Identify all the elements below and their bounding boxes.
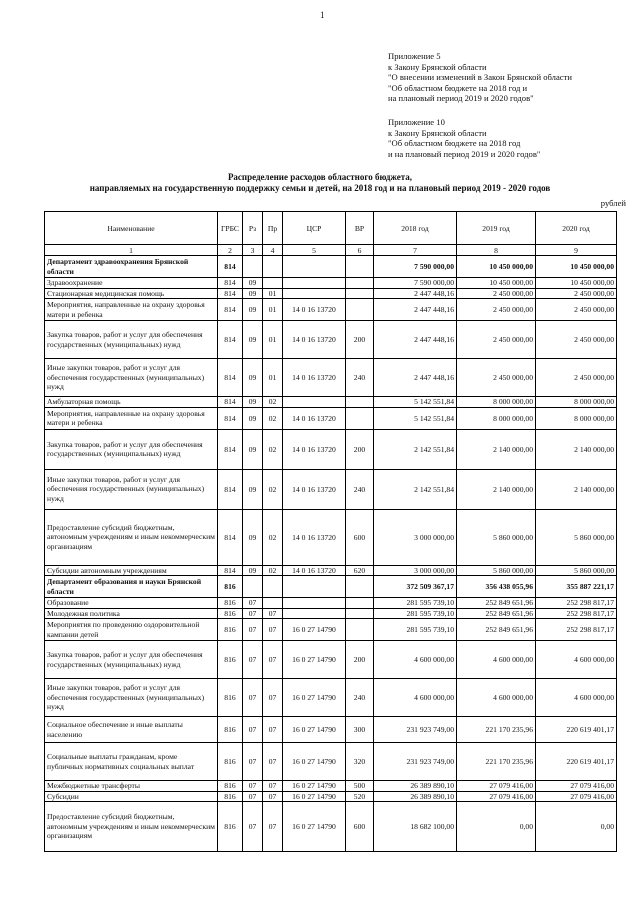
table-cell-2020: 2 450 000,00 [536, 321, 617, 359]
table-cell-pr [263, 278, 283, 289]
table-cell-grbs: 814 [218, 256, 243, 278]
table-cell-pr: 07 [263, 802, 283, 852]
table-cell-pr: 07 [263, 791, 283, 802]
table-cell-rz: 09 [243, 278, 263, 289]
table-cell-name: Здравоохранение [45, 278, 218, 289]
table-cell-pr: 01 [263, 321, 283, 359]
table-cell-name: Иные закупки товаров, работ и услуг для обеспечения государственных (муниципальных) нужд [45, 469, 218, 509]
table-cell-rz: 09 [243, 397, 263, 408]
table-cell-2019: 252 849 651,96 [457, 608, 536, 619]
table-cell-rz: 07 [243, 743, 263, 781]
header-name: Наименование [45, 212, 218, 245]
table-cell-csr: 16 0 27 14790 [283, 619, 346, 641]
table-cell-rz: 09 [243, 321, 263, 359]
table-cell-2020: 2 450 000,00 [536, 359, 617, 397]
table-cell-name: Амбулаторная помощь [45, 397, 218, 408]
table-cell-grbs: 814 [218, 359, 243, 397]
table-cell-2020: 252 298 817,17 [536, 598, 617, 609]
table-cell-name: Межбюджетные трансферты [45, 781, 218, 792]
appendix-10-line: Приложение 10 [388, 117, 445, 127]
table-cell-2018: 2 447 448,16 [374, 359, 457, 397]
table-cell-2019: 2 450 000,00 [457, 288, 536, 299]
table-cell-2019: 27 079 416,00 [457, 781, 536, 792]
table-header-row [45, 212, 617, 245]
appendix-10-block [388, 117, 540, 159]
table-cell-2018: 231 923 749,00 [374, 717, 457, 743]
table-cell-pr: 07 [263, 717, 283, 743]
table-cell-2019: 221 170 235,96 [457, 717, 536, 743]
table-cell-pr: 01 [263, 299, 283, 321]
table-cell-2019: 2 140 000,00 [457, 429, 536, 469]
table-cell-grbs: 814 [218, 429, 243, 469]
table-cell-grbs: 816 [218, 576, 243, 598]
table-cell-rz: 07 [243, 791, 263, 802]
table-cell-grbs: 814 [218, 299, 243, 321]
table-cell-grbs: 814 [218, 469, 243, 509]
column-number: 3 [243, 245, 263, 256]
table-cell-name: Закупка товаров, работ и услуг для обеспечения государственных (муниципальных) нужд [45, 429, 218, 469]
table-cell-2020: 27 079 416,00 [536, 781, 617, 792]
table-row [45, 407, 617, 429]
header-grbs: ГРБС [218, 212, 243, 245]
table-cell-rz: 07 [243, 608, 263, 619]
table-cell-2018: 231 923 749,00 [374, 743, 457, 781]
table-cell-csr: 14 0 16 13720 [283, 299, 346, 321]
table-cell-grbs: 814 [218, 565, 243, 576]
table-cell-2019: 2 450 000,00 [457, 321, 536, 359]
document-title-line-2: направляемых на государственную поддержку семьи и детей, на 2018 год и на плановый период 2019 - 2020 годов [89, 183, 551, 193]
table-cell-csr: 16 0 27 14790 [283, 679, 346, 717]
table-cell-vr: 200 [346, 321, 374, 359]
table-cell-csr [283, 598, 346, 609]
table-cell-pr: 02 [263, 429, 283, 469]
table-row [45, 576, 617, 598]
table-cell-name: Субсидии автономным учреждениям [45, 565, 218, 576]
table-cell-grbs: 816 [218, 619, 243, 641]
table-cell-vr [346, 608, 374, 619]
table-cell-grbs: 816 [218, 641, 243, 679]
table-cell-pr: 02 [263, 565, 283, 576]
page-number: 1 [320, 10, 325, 20]
table-cell-2019: 221 170 235,96 [457, 743, 536, 781]
table-row [45, 288, 617, 299]
table-cell-pr: 07 [263, 619, 283, 641]
table-cell-csr [283, 397, 346, 408]
table-cell-2019: 356 438 055,96 [457, 576, 536, 598]
table-cell-2018: 3 000 000,00 [374, 509, 457, 565]
table-cell-2019: 4 600 000,00 [457, 679, 536, 717]
appendix-5-block [388, 51, 572, 104]
table-cell-2018: 2 447 448,16 [374, 288, 457, 299]
table-cell-csr: 14 0 16 13720 [283, 321, 346, 359]
table-cell-grbs: 814 [218, 321, 243, 359]
table-cell-2020: 4 600 000,00 [536, 679, 617, 717]
table-cell-grbs: 814 [218, 278, 243, 289]
table-cell-grbs: 814 [218, 509, 243, 565]
table-cell-name: Мероприятия, направленные на охрану здоровья матери и ребенка [45, 407, 218, 429]
table-cell-name: Социальное обеспечение и иные выплаты населению [45, 717, 218, 743]
table-cell-vr: 240 [346, 469, 374, 509]
table-cell-rz: 09 [243, 469, 263, 509]
header-2018: 2018 год [374, 212, 457, 245]
table-row [45, 256, 617, 278]
table-row [45, 509, 617, 565]
column-number: 9 [536, 245, 617, 256]
table-cell-grbs: 814 [218, 397, 243, 408]
table-cell-grbs: 816 [218, 608, 243, 619]
table-cell-csr [283, 278, 346, 289]
table-cell-2020: 27 079 416,00 [536, 791, 617, 802]
column-number: 4 [263, 245, 283, 256]
table-cell-rz: 07 [243, 619, 263, 641]
table-cell-csr [283, 576, 346, 598]
table-cell-2019: 8 000 000,00 [457, 407, 536, 429]
table-cell-rz: 07 [243, 781, 263, 792]
table-cell-2018: 18 682 100,00 [374, 802, 457, 852]
table-row [45, 619, 617, 641]
table-cell-csr [283, 256, 346, 278]
column-number: 7 [374, 245, 457, 256]
table-cell-rz: 09 [243, 407, 263, 429]
table-cell-vr: 240 [346, 359, 374, 397]
table-cell-rz: 07 [243, 598, 263, 609]
table-cell-2018: 7 590 000,00 [374, 278, 457, 289]
table-row [45, 359, 617, 397]
table-cell-name: Департамент образования и науки Брянской области [45, 576, 218, 598]
table-cell-vr [346, 288, 374, 299]
table-cell-pr: 02 [263, 397, 283, 408]
table-cell-2018: 281 595 739,10 [374, 619, 457, 641]
appendix-5-line: к Закону Брянской области [388, 61, 487, 72]
table-cell-2020: 2 140 000,00 [536, 429, 617, 469]
table-cell-2018: 5 142 551,84 [374, 407, 457, 429]
table-cell-grbs: 816 [218, 717, 243, 743]
table-cell-vr: 600 [346, 802, 374, 852]
table-row [45, 781, 617, 792]
table-cell-csr: 14 0 16 13720 [283, 359, 346, 397]
table-row [45, 641, 617, 679]
table-cell-2019: 2 450 000,00 [457, 359, 536, 397]
table-cell-csr: 14 0 16 13720 [283, 407, 346, 429]
table-cell-rz [243, 256, 263, 278]
table-row [45, 791, 617, 802]
table-cell-name: Иные закупки товаров, работ и услуг для обеспечения государственных (муниципальных) нужд [45, 359, 218, 397]
table-cell-2020: 10 450 000,00 [536, 278, 617, 289]
table-cell-2019: 10 450 000,00 [457, 256, 536, 278]
table-row [45, 278, 617, 289]
table-cell-vr [346, 299, 374, 321]
column-number: 8 [457, 245, 536, 256]
table-cell-pr: 02 [263, 469, 283, 509]
table-cell-csr: 16 0 27 14790 [283, 743, 346, 781]
table-cell-csr: 16 0 27 14790 [283, 781, 346, 792]
header-2019: 2019 год [457, 212, 536, 245]
table-cell-2020: 10 450 000,00 [536, 256, 617, 278]
table-cell-vr [346, 397, 374, 408]
table-cell-grbs: 816 [218, 791, 243, 802]
table-cell-vr [346, 256, 374, 278]
table-cell-csr: 16 0 27 14790 [283, 802, 346, 852]
table-cell-rz: 07 [243, 717, 263, 743]
table-cell-2018: 26 389 890,10 [374, 781, 457, 792]
table-cell-2018: 5 142 551,84 [374, 397, 457, 408]
table-cell-2018: 2 142 551,84 [374, 429, 457, 469]
table-cell-2018: 2 447 448,16 [374, 299, 457, 321]
table-cell-2019: 27 079 416,00 [457, 791, 536, 802]
table-cell-2020: 8 000 000,00 [536, 407, 617, 429]
table-cell-2020: 4 600 000,00 [536, 641, 617, 679]
table-cell-2019: 2 140 000,00 [457, 469, 536, 509]
table-cell-2020: 252 298 817,17 [536, 608, 617, 619]
table-cell-grbs: 814 [218, 288, 243, 299]
table-cell-2018: 4 600 000,00 [374, 679, 457, 717]
table-cell-vr: 240 [346, 679, 374, 717]
table-row [45, 429, 617, 469]
table-cell-grbs: 814 [218, 407, 243, 429]
table-cell-grbs: 816 [218, 743, 243, 781]
table-cell-name: Стационарная медицинская помощь [45, 288, 218, 299]
table-cell-2018: 7 590 000,00 [374, 256, 457, 278]
table-cell-vr [346, 576, 374, 598]
table-row [45, 802, 617, 852]
table-cell-2018: 281 595 739,10 [374, 598, 457, 609]
table-cell-name: Закупка товаров, работ и услуг для обеспечения государственных (муниципальных) нужд [45, 641, 218, 679]
table-cell-name: Предоставление субсидий бюджетным, автономным учреждениям и иным некоммерческим организациям [45, 509, 218, 565]
table-cell-name: Социальные выплаты гражданам, кроме публичных нормативных социальных выплат [45, 743, 218, 781]
table-cell-pr: 01 [263, 359, 283, 397]
table-cell-rz: 09 [243, 429, 263, 469]
table-row [45, 565, 617, 576]
table-row [45, 321, 617, 359]
table-cell-name: Иные закупки товаров, работ и услуг для обеспечения государственных (муниципальных) нужд [45, 679, 218, 717]
table-cell-csr: 16 0 27 14790 [283, 791, 346, 802]
table-cell-vr [346, 619, 374, 641]
table-row [45, 299, 617, 321]
table-cell-grbs: 816 [218, 679, 243, 717]
table-cell-grbs: 816 [218, 781, 243, 792]
appendix-5-line: Приложение 5 [388, 51, 441, 61]
table-cell-2019: 5 860 000,00 [457, 509, 536, 565]
table-cell-csr [283, 608, 346, 619]
table-cell-2020: 220 619 401,17 [536, 743, 617, 781]
table-cell-2018: 3 000 000,00 [374, 565, 457, 576]
header-2020: 2020 год [536, 212, 617, 245]
table-cell-grbs: 816 [218, 802, 243, 852]
appendix-5-line: на плановый период 2019 и 2020 годов" [388, 93, 534, 103]
table-row [45, 608, 617, 619]
column-number: 6 [346, 245, 374, 256]
budget-table [44, 211, 617, 852]
table-cell-csr [283, 288, 346, 299]
table-cell-2019: 10 450 000,00 [457, 278, 536, 289]
table-cell-name: Молодежная политика [45, 608, 218, 619]
table-row [45, 397, 617, 408]
table-cell-vr: 300 [346, 717, 374, 743]
document-title-line-1: Распределение расходов областного бюджета, [227, 172, 413, 182]
table-cell-pr: 07 [263, 781, 283, 792]
table-cell-name: Департамент здравоохранения Брянской области [45, 256, 218, 278]
table-cell-2018: 2 142 551,84 [374, 469, 457, 509]
table-cell-2018: 26 389 890,10 [374, 791, 457, 802]
table-cell-name: Субсидии [45, 791, 218, 802]
table-cell-2020: 2 140 000,00 [536, 469, 617, 509]
table-cell-vr: 620 [346, 565, 374, 576]
table-cell-pr: 07 [263, 608, 283, 619]
table-cell-2019: 8 000 000,00 [457, 397, 536, 408]
table-cell-rz [243, 576, 263, 598]
table-row [45, 717, 617, 743]
table-cell-csr: 14 0 16 13720 [283, 565, 346, 576]
appendix-10-line: и на плановый период 2019 и 2020 годов" [388, 148, 541, 159]
appendix-5-line: "О внесении изменений в Закон Брянской области [388, 72, 572, 82]
table-cell-rz: 07 [243, 679, 263, 717]
table-cell-2020: 220 619 401,17 [536, 717, 617, 743]
table-cell-pr: 02 [263, 407, 283, 429]
table-cell-2020: 2 450 000,00 [536, 299, 617, 321]
table-cell-name: Мероприятия, направленные на охрану здоровья матери и ребенка [45, 299, 218, 321]
table-cell-csr: 14 0 16 13720 [283, 469, 346, 509]
table-cell-vr: 600 [346, 509, 374, 565]
table-cell-grbs: 816 [218, 598, 243, 609]
column-number: 2 [218, 245, 243, 256]
column-number: 1 [45, 245, 218, 256]
table-cell-2019: 4 600 000,00 [457, 641, 536, 679]
table-cell-2019: 0,00 [457, 802, 536, 852]
table-cell-name: Мероприятия по проведению оздоровительной кампании детей [45, 619, 218, 641]
table-cell-vr [346, 407, 374, 429]
table-cell-2018: 281 595 739,10 [374, 608, 457, 619]
table-cell-vr: 500 [346, 781, 374, 792]
table-cell-rz: 07 [243, 802, 263, 852]
table-cell-pr: 07 [263, 679, 283, 717]
table-cell-vr: 200 [346, 641, 374, 679]
table-cell-name: Образование [45, 598, 218, 609]
header-csr: ЦСР [283, 212, 346, 245]
table-cell-2019: 252 849 651,96 [457, 619, 536, 641]
appendix-10-line: "Об областном бюджете на 2018 год [388, 138, 521, 148]
table-cell-csr: 16 0 27 14790 [283, 641, 346, 679]
table-cell-2020: 0,00 [536, 802, 617, 852]
column-number: 5 [283, 245, 346, 256]
table-cell-2019: 5 860 000,00 [457, 565, 536, 576]
table-cell-name: Закупка товаров, работ и услуг для обеспечения государственных (муниципальных) нужд [45, 321, 218, 359]
table-cell-2018: 4 600 000,00 [374, 641, 457, 679]
table-cell-csr: 16 0 27 14790 [283, 717, 346, 743]
table-cell-pr: 01 [263, 288, 283, 299]
table-cell-pr: 02 [263, 509, 283, 565]
table-cell-vr [346, 598, 374, 609]
appendix-10-line: к Закону Брянской области [388, 127, 487, 138]
table-cell-name: Предоставление субсидий бюджетным, автономным учреждениям и иным некоммерческим организациям [45, 802, 218, 852]
table-cell-pr: 07 [263, 641, 283, 679]
table-row [45, 679, 617, 717]
header-rz: Рз [243, 212, 263, 245]
table-cell-rz: 09 [243, 509, 263, 565]
header-pr: Пр [263, 212, 283, 245]
table-cell-rz: 07 [243, 641, 263, 679]
header-vr: ВР [346, 212, 374, 245]
table-cell-rz: 09 [243, 565, 263, 576]
table-cell-2018: 372 509 367,17 [374, 576, 457, 598]
table-cell-rz: 09 [243, 288, 263, 299]
table-cell-csr: 14 0 16 13720 [283, 509, 346, 565]
table-cell-2020: 5 860 000,00 [536, 509, 617, 565]
table-cell-2018: 2 447 448,16 [374, 321, 457, 359]
table-cell-2020: 355 887 221,17 [536, 576, 617, 598]
table-cell-csr: 14 0 16 13720 [283, 429, 346, 469]
table-cell-vr: 320 [346, 743, 374, 781]
currency-unit: рублей [600, 198, 626, 208]
table-cell-2020: 252 298 817,17 [536, 619, 617, 641]
table-cell-2020: 2 450 000,00 [536, 288, 617, 299]
appendix-5-line: "Об областном бюджете на 2018 год и [388, 82, 528, 93]
table-cell-pr: 07 [263, 743, 283, 781]
table-row [45, 598, 617, 609]
table-cell-rz: 09 [243, 299, 263, 321]
table-row [45, 469, 617, 509]
table-cell-vr: 200 [346, 429, 374, 469]
table-row [45, 743, 617, 781]
table-cell-pr [263, 576, 283, 598]
table-cell-rz: 09 [243, 359, 263, 397]
column-number-row [45, 245, 617, 256]
table-cell-vr: 520 [346, 791, 374, 802]
table-cell-2020: 8 000 000,00 [536, 397, 617, 408]
table-cell-pr [263, 598, 283, 609]
table-cell-2020: 5 860 000,00 [536, 565, 617, 576]
table-cell-pr [263, 256, 283, 278]
table-cell-vr [346, 278, 374, 289]
table-cell-2019: 2 450 000,00 [457, 299, 536, 321]
table-cell-2019: 252 849 651,96 [457, 598, 536, 609]
